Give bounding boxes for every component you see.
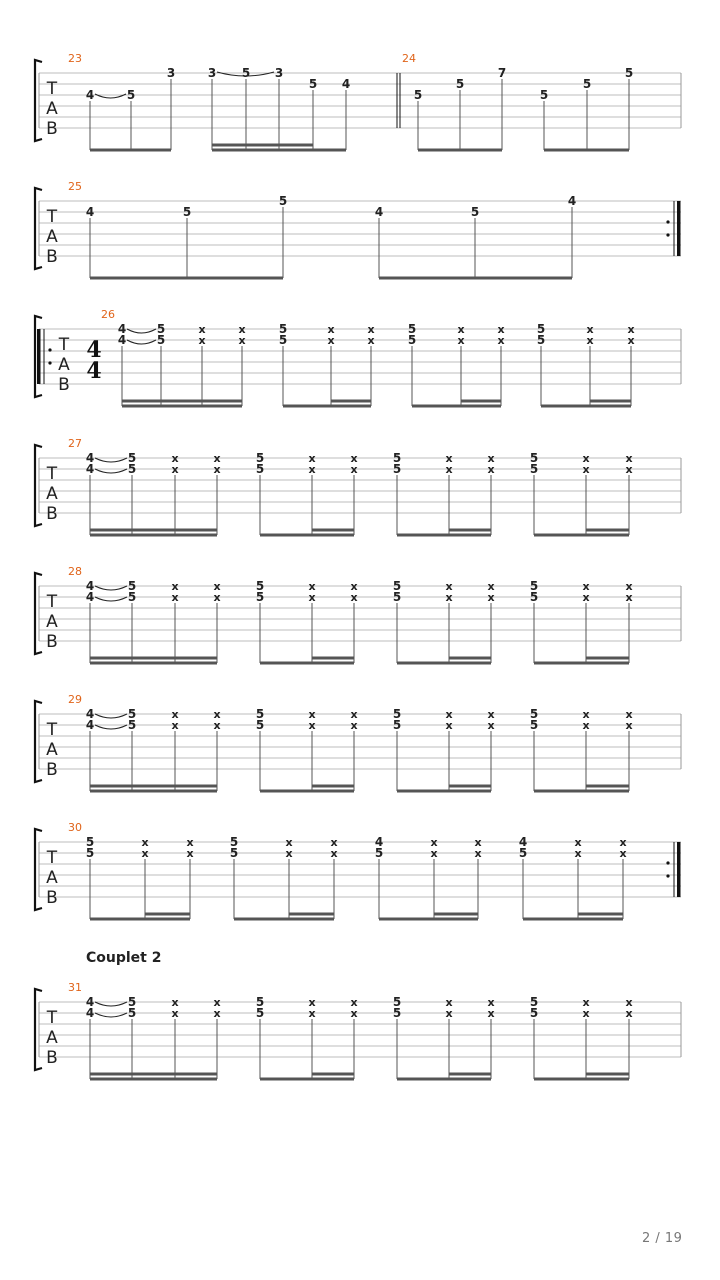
dead-note: x <box>619 847 627 860</box>
dead-note: x <box>330 847 338 860</box>
dead-note: x <box>285 847 293 860</box>
dead-note: x <box>627 323 635 336</box>
fret-number: 5 <box>182 205 192 219</box>
measure-number: 29 <box>68 693 82 706</box>
fret-number: 5 <box>470 205 480 219</box>
beam-secondary <box>145 913 190 916</box>
fret-number: 5 <box>407 333 417 347</box>
dead-note: x <box>430 836 438 849</box>
dead-note: x <box>350 591 358 604</box>
dead-note: x <box>171 719 179 732</box>
beam-secondary <box>461 400 501 403</box>
tab-clef-letter: T <box>46 79 58 99</box>
beam-secondary <box>90 1073 217 1076</box>
tab-clef-letter: T <box>46 592 58 612</box>
fret-number: 5 <box>392 1006 402 1020</box>
measure-number: 31 <box>68 981 82 994</box>
fret-number: 5 <box>413 88 423 102</box>
fret-number: 5 <box>255 718 265 732</box>
beam-secondary <box>449 657 491 660</box>
fret-number: 5 <box>278 333 288 347</box>
dead-note: x <box>625 1007 633 1020</box>
dead-note: x <box>213 580 221 593</box>
fret-number: 5 <box>127 995 137 1009</box>
dead-note: x <box>582 1007 590 1020</box>
dead-note: x <box>171 463 179 476</box>
fret-number: 5 <box>374 846 384 860</box>
beam-primary <box>90 662 217 665</box>
tab-clef-letter: B <box>46 1048 58 1068</box>
tie-slur <box>95 458 127 462</box>
dead-note: x <box>141 836 149 849</box>
fret-number: 5 <box>529 462 539 476</box>
beam-secondary <box>312 529 354 532</box>
fret-number: 4 <box>341 77 351 91</box>
dead-note: x <box>625 452 633 465</box>
fret-number: 4 <box>85 995 95 1009</box>
beam-primary <box>534 534 629 537</box>
dead-note: x <box>238 323 246 336</box>
fret-number: 4 <box>85 205 95 219</box>
dead-note: x <box>445 996 453 1009</box>
dead-note: x <box>445 580 453 593</box>
fret-number: 5 <box>255 590 265 604</box>
repeat-start-thick-bar <box>37 329 41 384</box>
beam-primary <box>90 277 283 280</box>
dead-note: x <box>308 708 316 721</box>
beam-primary <box>260 534 354 537</box>
beam-secondary <box>312 785 354 788</box>
tie-slur <box>95 725 127 729</box>
tab-clef-letter: A <box>46 1028 58 1048</box>
fret-number: 5 <box>127 718 137 732</box>
tab-system <box>35 437 681 537</box>
dead-note: x <box>445 1007 453 1020</box>
beam-secondary <box>312 1073 354 1076</box>
dead-note: x <box>171 591 179 604</box>
fret-number: 4 <box>85 590 95 604</box>
dead-note: x <box>574 847 582 860</box>
tab-clef-letter: A <box>46 868 58 888</box>
beam-secondary <box>434 913 478 916</box>
dead-note: x <box>582 463 590 476</box>
dead-note: x <box>350 580 358 593</box>
fret-number: 5 <box>518 846 528 860</box>
tab-clef-letter: T <box>46 720 58 740</box>
dead-note: x <box>487 580 495 593</box>
repeat-dot <box>666 874 669 877</box>
dead-note: x <box>487 719 495 732</box>
dead-note: x <box>308 463 316 476</box>
dead-note: x <box>213 708 221 721</box>
fret-number: 5 <box>529 1006 539 1020</box>
fret-number: 5 <box>392 707 402 721</box>
dead-note: x <box>582 591 590 604</box>
dead-note: x <box>625 996 633 1009</box>
fret-number: 4 <box>567 194 577 208</box>
tab-clef-letter: B <box>46 504 58 524</box>
beam-primary <box>283 405 371 408</box>
tab-clef-letter: A <box>46 227 58 247</box>
fret-number: 5 <box>529 707 539 721</box>
dead-note: x <box>213 463 221 476</box>
beam-secondary <box>449 1073 491 1076</box>
repeat-dot <box>666 861 669 864</box>
dead-note: x <box>350 996 358 1009</box>
tab-clef-letter: B <box>46 632 58 652</box>
fret-number: 4 <box>85 718 95 732</box>
fret-number: 5 <box>229 846 239 860</box>
tie-slur <box>95 1002 127 1006</box>
beam-secondary <box>586 657 629 660</box>
fret-number: 5 <box>308 77 318 91</box>
fret-number: 5 <box>241 66 251 80</box>
repeat-dot <box>666 220 669 223</box>
fret-number: 5 <box>156 322 166 336</box>
fret-number: 5 <box>624 66 634 80</box>
beam-secondary <box>586 529 629 532</box>
fret-number: 5 <box>392 995 402 1009</box>
dead-note: x <box>308 580 316 593</box>
dead-note: x <box>171 452 179 465</box>
beam-secondary <box>578 913 623 916</box>
beam-primary <box>534 790 629 793</box>
fret-number: 4 <box>85 462 95 476</box>
repeat-dot <box>48 361 51 364</box>
beam-secondary <box>331 400 371 403</box>
fret-number: 5 <box>529 451 539 465</box>
tab-clef-letter: A <box>58 355 70 375</box>
dead-note: x <box>474 847 482 860</box>
dead-note: x <box>350 719 358 732</box>
beam-primary <box>397 534 491 537</box>
beam-primary <box>534 1078 629 1081</box>
beam-primary <box>260 790 354 793</box>
beam-primary <box>260 662 354 665</box>
dead-note: x <box>367 323 375 336</box>
dead-note: x <box>574 836 582 849</box>
dead-note: x <box>487 463 495 476</box>
fret-number: 5 <box>255 995 265 1009</box>
dead-note: x <box>238 334 246 347</box>
beam-primary <box>90 918 190 921</box>
tie-slur <box>95 714 127 718</box>
fret-number: 3 <box>274 66 284 80</box>
beam-primary <box>90 790 217 793</box>
dead-note: x <box>582 580 590 593</box>
beam-primary <box>523 918 623 921</box>
tab-clef-letter: T <box>46 207 58 227</box>
fret-number: 5 <box>278 322 288 336</box>
beam-primary <box>534 662 629 665</box>
dead-note: x <box>457 323 465 336</box>
measure-number: 27 <box>68 437 82 450</box>
tab-clef-letter: A <box>46 740 58 760</box>
tab-clef-letter: T <box>46 464 58 484</box>
measure-number: 28 <box>68 565 82 578</box>
fret-number: 5 <box>255 579 265 593</box>
dead-note: x <box>487 452 495 465</box>
beam-primary <box>379 277 572 280</box>
dead-note: x <box>171 996 179 1009</box>
measure-number: 26 <box>101 308 115 321</box>
beam-secondary <box>449 785 491 788</box>
beam-secondary <box>590 400 631 403</box>
dead-note: x <box>171 708 179 721</box>
measure-number: 25 <box>68 180 82 193</box>
dead-note: x <box>213 452 221 465</box>
dead-note: x <box>330 836 338 849</box>
dead-note: x <box>487 591 495 604</box>
beam-secondary <box>289 913 334 916</box>
dead-note: x <box>625 719 633 732</box>
fret-number: 4 <box>518 835 528 849</box>
fret-number: 4 <box>85 88 95 102</box>
fret-number: 5 <box>156 333 166 347</box>
repeat-end-thick-bar <box>677 842 681 897</box>
beam-secondary <box>586 1073 629 1076</box>
fret-number: 4 <box>85 579 95 593</box>
beam-primary <box>397 1078 491 1081</box>
tab-system <box>35 821 681 921</box>
tie-slur <box>127 329 156 333</box>
fret-number: 5 <box>529 579 539 593</box>
fret-number: 4 <box>374 835 384 849</box>
beam-primary <box>90 534 217 537</box>
dead-note: x <box>350 708 358 721</box>
dead-note: x <box>141 847 149 860</box>
tab-clef-letter: B <box>46 888 58 908</box>
tie-slur <box>95 586 127 590</box>
dead-note: x <box>367 334 375 347</box>
tab-system <box>35 565 681 665</box>
dead-note: x <box>171 1007 179 1020</box>
tab-clef-letter: B <box>46 760 58 780</box>
tie-slur <box>95 469 127 473</box>
fret-number: 5 <box>536 322 546 336</box>
tie-slur <box>95 597 127 601</box>
fret-number: 5 <box>127 1006 137 1020</box>
fret-number: 4 <box>117 322 127 336</box>
fret-number: 5 <box>455 77 465 91</box>
fret-number: 5 <box>126 88 136 102</box>
dead-note: x <box>625 591 633 604</box>
beam-primary <box>418 149 502 152</box>
beam-primary <box>412 405 501 408</box>
dead-note: x <box>474 836 482 849</box>
dead-note: x <box>625 580 633 593</box>
dead-note: x <box>497 334 505 347</box>
tie-slur <box>95 1013 127 1017</box>
dead-note: x <box>308 591 316 604</box>
dead-note: x <box>186 847 194 860</box>
fret-number: 5 <box>255 1006 265 1020</box>
fret-number: 4 <box>85 707 95 721</box>
dead-note: x <box>497 323 505 336</box>
fret-number: 5 <box>127 707 137 721</box>
dead-note: x <box>445 708 453 721</box>
fret-number: 5 <box>529 590 539 604</box>
dead-note: x <box>327 323 335 336</box>
fret-number: 7 <box>497 66 507 80</box>
repeat-dot <box>48 348 51 351</box>
fret-number: 4 <box>117 333 127 347</box>
beam-primary <box>122 405 242 408</box>
fret-number: 5 <box>255 707 265 721</box>
fret-number: 5 <box>536 333 546 347</box>
fret-number: 3 <box>166 66 176 80</box>
tab-clef-letter: T <box>46 1008 58 1028</box>
dead-note: x <box>445 452 453 465</box>
repeat-dot <box>666 233 669 236</box>
tab-clef-letter: A <box>46 484 58 504</box>
dead-note: x <box>625 463 633 476</box>
dead-note: x <box>308 996 316 1009</box>
tab-system <box>35 180 681 280</box>
measure-number: 23 <box>68 52 82 65</box>
fret-number: 5 <box>582 77 592 91</box>
dead-note: x <box>445 463 453 476</box>
fret-number: 5 <box>539 88 549 102</box>
dead-note: x <box>186 836 194 849</box>
tab-clef-letter: T <box>58 335 70 355</box>
beam-primary <box>379 918 478 921</box>
tab-system <box>35 693 681 793</box>
tab-clef-letter: A <box>46 99 58 119</box>
fret-number: 5 <box>127 590 137 604</box>
beam-secondary <box>90 785 217 788</box>
beam-primary <box>397 790 491 793</box>
dead-note: x <box>445 719 453 732</box>
beam-primary <box>397 662 491 665</box>
dead-note: x <box>171 580 179 593</box>
fret-number: 5 <box>392 579 402 593</box>
dead-note: x <box>625 708 633 721</box>
dead-note: x <box>582 452 590 465</box>
beam-primary <box>234 918 334 921</box>
dead-note: x <box>327 334 335 347</box>
fret-number: 5 <box>127 579 137 593</box>
dead-note: x <box>213 591 221 604</box>
dead-note: x <box>627 334 635 347</box>
fret-number: 5 <box>255 451 265 465</box>
tab-system <box>35 308 681 408</box>
beam-primary <box>90 1078 217 1081</box>
tab-system <box>35 981 681 1081</box>
dead-note: x <box>582 719 590 732</box>
dead-note: x <box>213 719 221 732</box>
dead-note: x <box>487 1007 495 1020</box>
dead-note: x <box>198 334 206 347</box>
dead-note: x <box>198 323 206 336</box>
dead-note: x <box>350 1007 358 1020</box>
fret-number: 5 <box>529 995 539 1009</box>
dead-note: x <box>430 847 438 860</box>
beam-secondary <box>90 529 217 532</box>
beam-primary <box>90 149 171 152</box>
fret-number: 5 <box>85 846 95 860</box>
fret-number: 5 <box>392 462 402 476</box>
fret-number: 4 <box>85 1006 95 1020</box>
fret-number: 5 <box>255 462 265 476</box>
dead-note: x <box>487 996 495 1009</box>
fret-number: 5 <box>127 451 137 465</box>
tab-clef-letter: B <box>46 119 58 139</box>
beam-primary <box>544 149 629 152</box>
fret-number: 4 <box>85 451 95 465</box>
fret-number: 5 <box>407 322 417 336</box>
measure-number: 24 <box>402 52 416 65</box>
dead-note: x <box>582 708 590 721</box>
time-signature-top: 4 <box>86 337 102 363</box>
tab-clef-letter: T <box>46 848 58 868</box>
fret-number: 5 <box>127 462 137 476</box>
dead-note: x <box>213 1007 221 1020</box>
tab-clef-letter: B <box>46 247 58 267</box>
dead-note: x <box>586 334 594 347</box>
fret-number: 5 <box>529 718 539 732</box>
measure-number: 30 <box>68 821 82 834</box>
dead-note: x <box>350 463 358 476</box>
fret-number: 5 <box>392 451 402 465</box>
beam-primary <box>541 405 631 408</box>
time-signature-bottom: 4 <box>86 358 102 384</box>
beam-secondary <box>449 529 491 532</box>
fret-number: 5 <box>392 590 402 604</box>
dead-note: x <box>308 1007 316 1020</box>
dead-note: x <box>285 836 293 849</box>
beam-secondary <box>122 400 242 403</box>
tie-slur <box>127 340 156 344</box>
dead-note: x <box>487 708 495 721</box>
beam-secondary <box>90 657 217 660</box>
fret-number: 5 <box>392 718 402 732</box>
beam-secondary <box>586 785 629 788</box>
page-counter: 2 / 19 <box>642 1231 683 1246</box>
fret-number: 3 <box>207 66 217 80</box>
repeat-end-thick-bar <box>677 201 681 256</box>
fret-number: 5 <box>278 194 288 208</box>
dead-note: x <box>457 334 465 347</box>
dead-note: x <box>586 323 594 336</box>
fret-number: 5 <box>85 835 95 849</box>
beam-secondary <box>212 144 313 147</box>
dead-note: x <box>619 836 627 849</box>
dead-note: x <box>582 996 590 1009</box>
tab-system <box>35 52 681 152</box>
tab-clef-letter: A <box>46 612 58 632</box>
tab-clef-letter: B <box>58 375 70 395</box>
beam-primary <box>260 1078 354 1081</box>
dead-note: x <box>213 996 221 1009</box>
dead-note: x <box>350 452 358 465</box>
dead-note: x <box>445 591 453 604</box>
section-label: Couplet 2 <box>86 950 162 966</box>
dead-note: x <box>308 452 316 465</box>
beam-secondary <box>312 657 354 660</box>
fret-number: 5 <box>229 835 239 849</box>
fret-number: 4 <box>374 205 384 219</box>
beam-primary <box>212 149 346 152</box>
dead-note: x <box>308 719 316 732</box>
